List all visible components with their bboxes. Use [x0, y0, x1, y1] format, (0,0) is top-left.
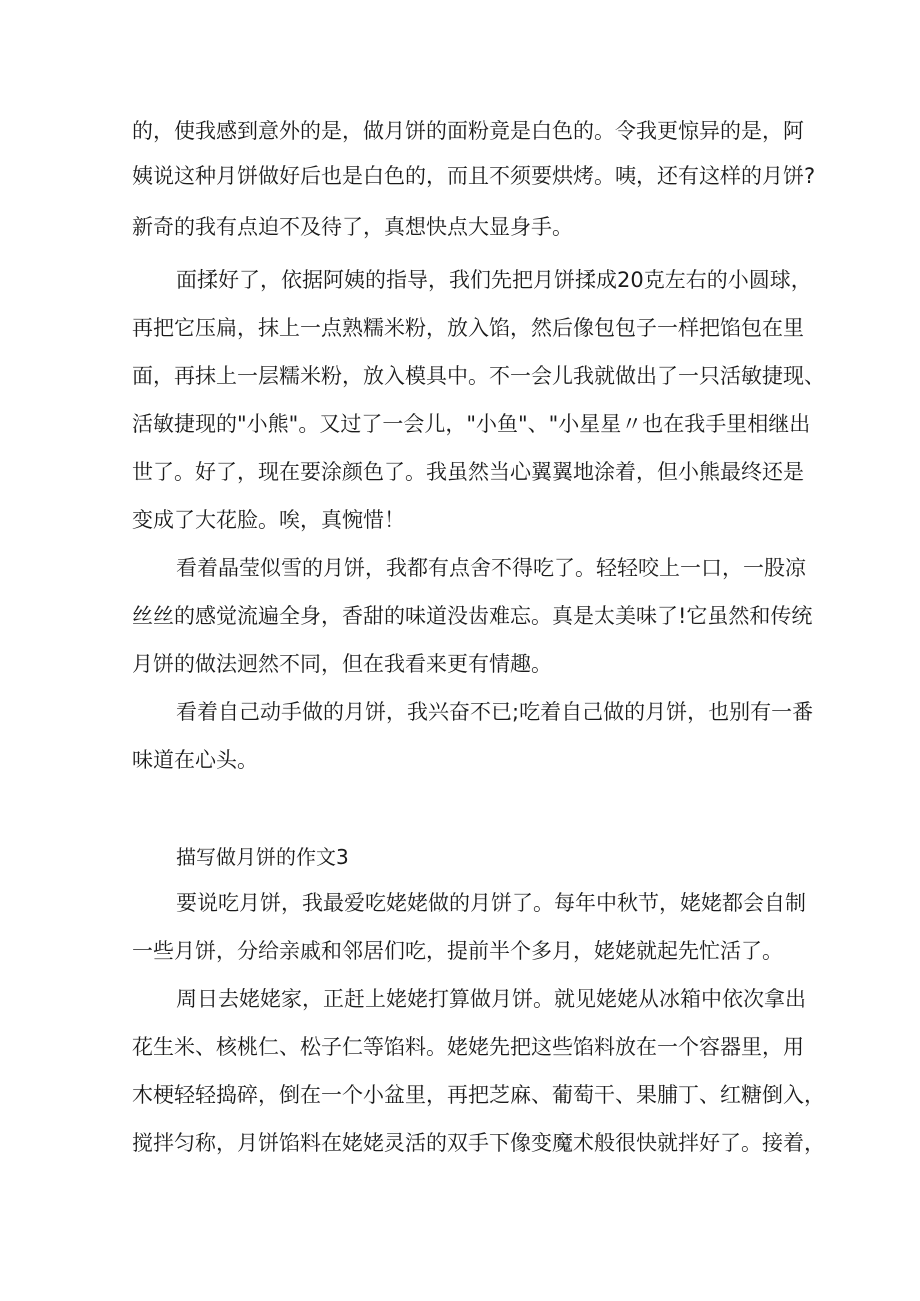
paragraph-2-line-5: 世了。好了，现在要涂颜色了。我虽然当心翼翼地涂着，但小熊最终还是: [132, 460, 804, 484]
paragraph-2-line-1: 面揉好了，依据阿姨的指导，我们先把月饼揉成20克左右的小圆球，: [176, 268, 812, 292]
paragraph-3-line-3: 月饼的做法迥然不同，但在我看来更有情趣。: [132, 652, 552, 676]
section-paragraph-2-line-4: 搅拌匀称，月饼馅料在姥姥灵活的双手下像变魔术般很快就拌好了。接着，: [132, 1131, 825, 1155]
paragraph-3-line-2: 丝丝的感觉流遍全身，香甜的味道没齿难忘。真是太美味了!它虽然和传统: [132, 604, 813, 628]
section-paragraph-1-line-2: 一些月饼，分给亲戚和邻居们吃，提前半个多月，姥姥就起先忙活了。: [132, 939, 783, 963]
paragraph-2-line-3: 面，再抹上一层糯米粉，放入模具中。不一会儿我就做出了一只活敏捷现、: [132, 364, 825, 388]
section-paragraph-2-line-1: 周日去姥姥家，正赶上姥姥打算做月饼。就见姥姥从冰箱中依次拿出: [176, 987, 806, 1011]
paragraph-4-line-2: 味道在心头。: [132, 748, 258, 772]
paragraph-1-line-3: 新奇的我有点迫不及待了，真想快点大显身手。: [132, 215, 573, 239]
section-paragraph-2-line-3: 木梗轻轻捣碎，倒在一个小盆里，再把芝麻、葡萄干、果脯丁、红糖倒入，: [132, 1083, 825, 1107]
section-paragraph-2-line-2: 花生米、核桃仁、松子仁等馅料。姥姥先把这些馅料放在一个容器里，用: [132, 1035, 804, 1059]
paragraph-2-line-4: 活敏捷现的"小熊"。又过了一会儿，"小鱼"、"小星星〃也在我手里相继出: [132, 412, 811, 436]
paragraph-1-line-2: 姨说这种月饼做好后也是白色的，而且不须要烘烤。咦，还有这样的月饼?: [132, 164, 816, 188]
paragraph-2-line-6: 变成了大花脸。唉，真惋惜！: [132, 508, 405, 532]
section-title: 描写做月饼的作文3: [176, 845, 349, 869]
paragraph-3-line-1: 看着晶莹似雪的月饼，我都有点舍不得吃了。轻轻咬上一口，一股凉: [176, 556, 806, 580]
paragraph-1-line-1: 的，使我感到意外的是，做月饼的面粉竟是白色的。令我更惊异的是，阿: [132, 119, 804, 143]
paragraph-4-line-1: 看着自己动手做的月饼，我兴奋不已;吃着自己做的月饼，也别有一番: [176, 700, 814, 724]
paragraph-2-line-2: 再把它压扁，抹上一点熟糯米粉，放入馅，然后像包包子一样把馅包在里: [132, 316, 804, 340]
section-paragraph-1-line-1: 要说吃月饼，我最爱吃姥姥做的月饼了。每年中秋节，姥姥都会自制: [176, 891, 806, 915]
